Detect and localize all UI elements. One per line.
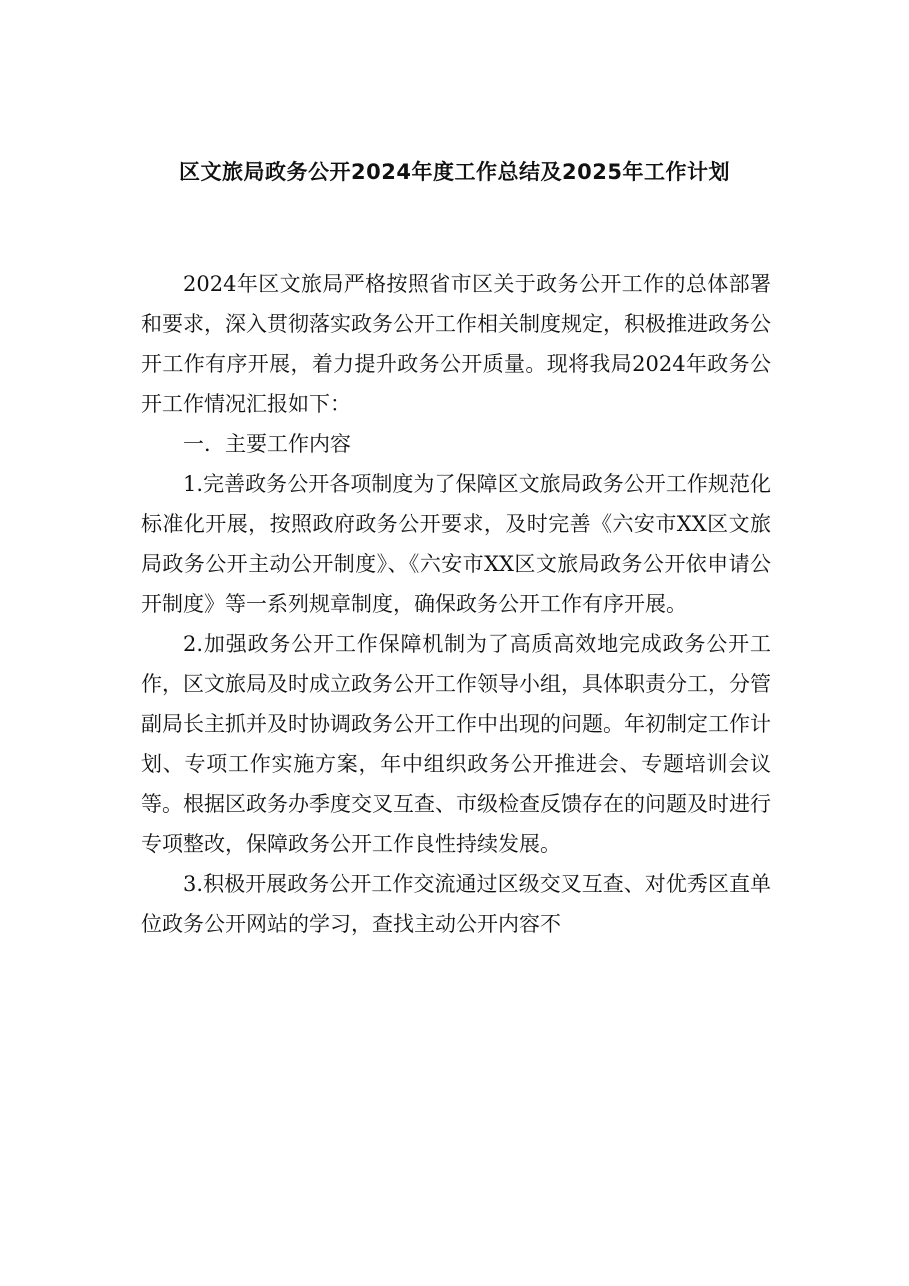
section-heading: 一．主要工作内容	[183, 432, 351, 456]
document-body	[141, 264, 771, 944]
paragraph-item-2: 2.加强政务公开工作保障机制为了高质高效地完成政务公开工作，区文旅局及时成立政务公开工作领导小组，具体职责分工，分管副局长主抓并及时协调政务公开工作中出现的问题。年初制定工作计划、专项工作实施方案，年中组织政务公开推进会、专题培训会议等。根据区政务办季度交叉互查、市级检查反馈存在的问题及时进行专项整改，保障政务公开工作良性持续发展。	[141, 632, 771, 856]
document-title: 区文旅局政务公开2024年度工作总结及2025年工作计划	[179, 160, 730, 184]
paragraph-item-1: 1.完善政务公开各项制度为了保障区文旅局政务公开工作规范化标准化开展，按照政府政务公开要求，及时完善《六安市XX区文旅局政务公开主动公开制度》、《六安市XX区文旅局政务公开依申请公开制度》等一系列规章制度，确保政务公开工作有序开展。	[141, 472, 771, 616]
paragraph-item-3: 3.积极开展政务公开工作交流通过区级交叉互查、对优秀区直单位政务公开网站的学习，查找主动公开内容不	[141, 872, 771, 936]
intro-paragraph: 2024年区文旅局严格按照省市区关于政务公开工作的总体部署和要求，深入贯彻落实政务公开工作相关制度规定，积极推进政务公开工作有序开展，着力提升政务公开质量。现将我局2024年政务公开工作情况汇报如下：	[141, 272, 771, 416]
